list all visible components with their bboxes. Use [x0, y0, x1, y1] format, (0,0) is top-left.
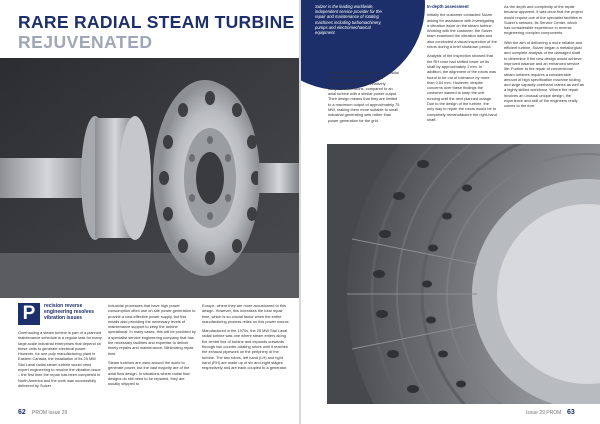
rotor-illustration [0, 58, 300, 298]
left-col2-para-1: Industrial processes that have high power consumption often use on-site power generation to provide a cost-effective power supply, but this entails also providing the necessary levels of maintenance support to keep the turbine operational. In many cases, this will be provided by a specialist service engineering company that has the necessary facilities and expertise to deliver timely repairs and maintenance. Minimizing repair time. [108, 303, 196, 356]
headline-line-2: REJUVENATED [18, 32, 153, 52]
turbine-rotor-photo [0, 58, 300, 298]
left-column-1 [18, 330, 102, 392]
right-column-1 [328, 70, 400, 127]
right-publication-label: Issue 29 PROM [526, 410, 562, 416]
right-column-3 [504, 4, 584, 113]
left-column-3 [202, 303, 290, 375]
in-depth-assessment-heading: In-depth assessment [427, 4, 469, 9]
right-page [300, 0, 600, 424]
right-col2-para-2: Analysis of the inspection showed that the RH rotor had shifted lower on its shaft by approximately 1 mm. In addition, the alignment of the rotors was found to be out of tolerance by more than 0.04 mm. However, despite concerns over these findings the customer wanted to keep the unit running until the next planned outage. Due to the design of the turbine, the only way to repair the rotors would be to completely remanufacture the right-hand shaft. [427, 53, 497, 122]
left-column-2 [108, 303, 196, 390]
right-col3-para-1: As the depth and complexity of the repair became apparent, it was clear that the project would require one of the specialist facilities in Sulzer's network, its Service Center, which has considerable experience in reverse engineering complex components. [504, 4, 583, 36]
right-col2-para-1: Initially the customer contacted Sulzer asking for assistance with investigating a vibration issue on the steam turbine. Working with the customer, the Sulzer team examined the vibration data and also conducted a visual inspection of the rotors during a brief shutdown period. [427, 12, 497, 50]
left-col3-para-2: Manufactured in the 1970s, the 25 MW Stal Laval radial turbine was one where steam enters along the centre line of turbine and expands outwards through two counter-rotating rotors until it reaches the exhaust pipework on the periphery of the turbine. The two rotors, left hand (LH) and right hand (RH) are made up of six and eight stages respectively and are each coupled to a generator. [202, 328, 288, 371]
intro-text: recision reverse engineering resolves vibration issues [44, 303, 95, 321]
headline-line-1: RARE RADIAL STEAM TURBINE [18, 12, 295, 32]
left-col1-para-1: Overhauling a steam turbine is part of a planned maintenance schedule is a regular task for many large-scale industrial enterprises that depend on these units to generate electrical power. However, for one pulp manufacturing plant in Eastern Canada, the installation of its 25 MW Stal Laval radial steam turbine would need expert engineering to resolve the vibration issue – the first time the repair has been completed in North America and the work was successfully delivered by Sulzer. [18, 330, 102, 388]
right-column-2 [427, 4, 497, 126]
right-col3-para-2: With the aim of delivering a more reliable and efficient turbine, Sulzer began a metallurgical and complete analysis of the damaged shaft to determine if the new design would achieve improved balance and an enhanced service life. Further to the repair of conventional steam turbines requires a considerable amount of high specification machine tooling and large capacity overhead cranes as well as a highly skilled workforce. Where the repair involves an unusual unique design, the experience and skill of the engineers really comes to the fore. [504, 39, 584, 109]
spread-gutter [299, 0, 301, 424]
left-col3-para-1: Europe, where they are more accustomed to this design. However, this increases the total repair time, which is so crucial factor when the entire manufacturing process relies on this power source. [202, 303, 290, 324]
turbine-blade-ring-photo [327, 144, 600, 404]
blade-ring-illustration [327, 144, 600, 404]
right-col1-para-1: Although more common in Europe, radial turbines are also used in marine applications due to their relatively compact dimensions, compared to an axial turbine with a similar power output. Their design means that they are limited to a maximum output of approximately 75 MW, making them more suitable to small industrial generating sets rather than power generation for the grid. [328, 70, 400, 123]
right-page-number: 63 [567, 409, 575, 416]
left-publication-label: PROM Issue 29 [32, 410, 68, 416]
dropcap: P [18, 303, 40, 325]
left-col2-para-2: Steam turbines are used around the world to generate power, but the vast majority are of the axial flow design. In situations where radial flow designs do still need to be repaired, they are usually shipped to [108, 359, 190, 387]
left-page-number: 62 [18, 409, 26, 416]
pull-quote: Sulzer is the leading worldwide, independent service provider for the repair and maintenance of rotating machines including turbomachinery, pumps and electromechanical equipment. [315, 4, 382, 36]
